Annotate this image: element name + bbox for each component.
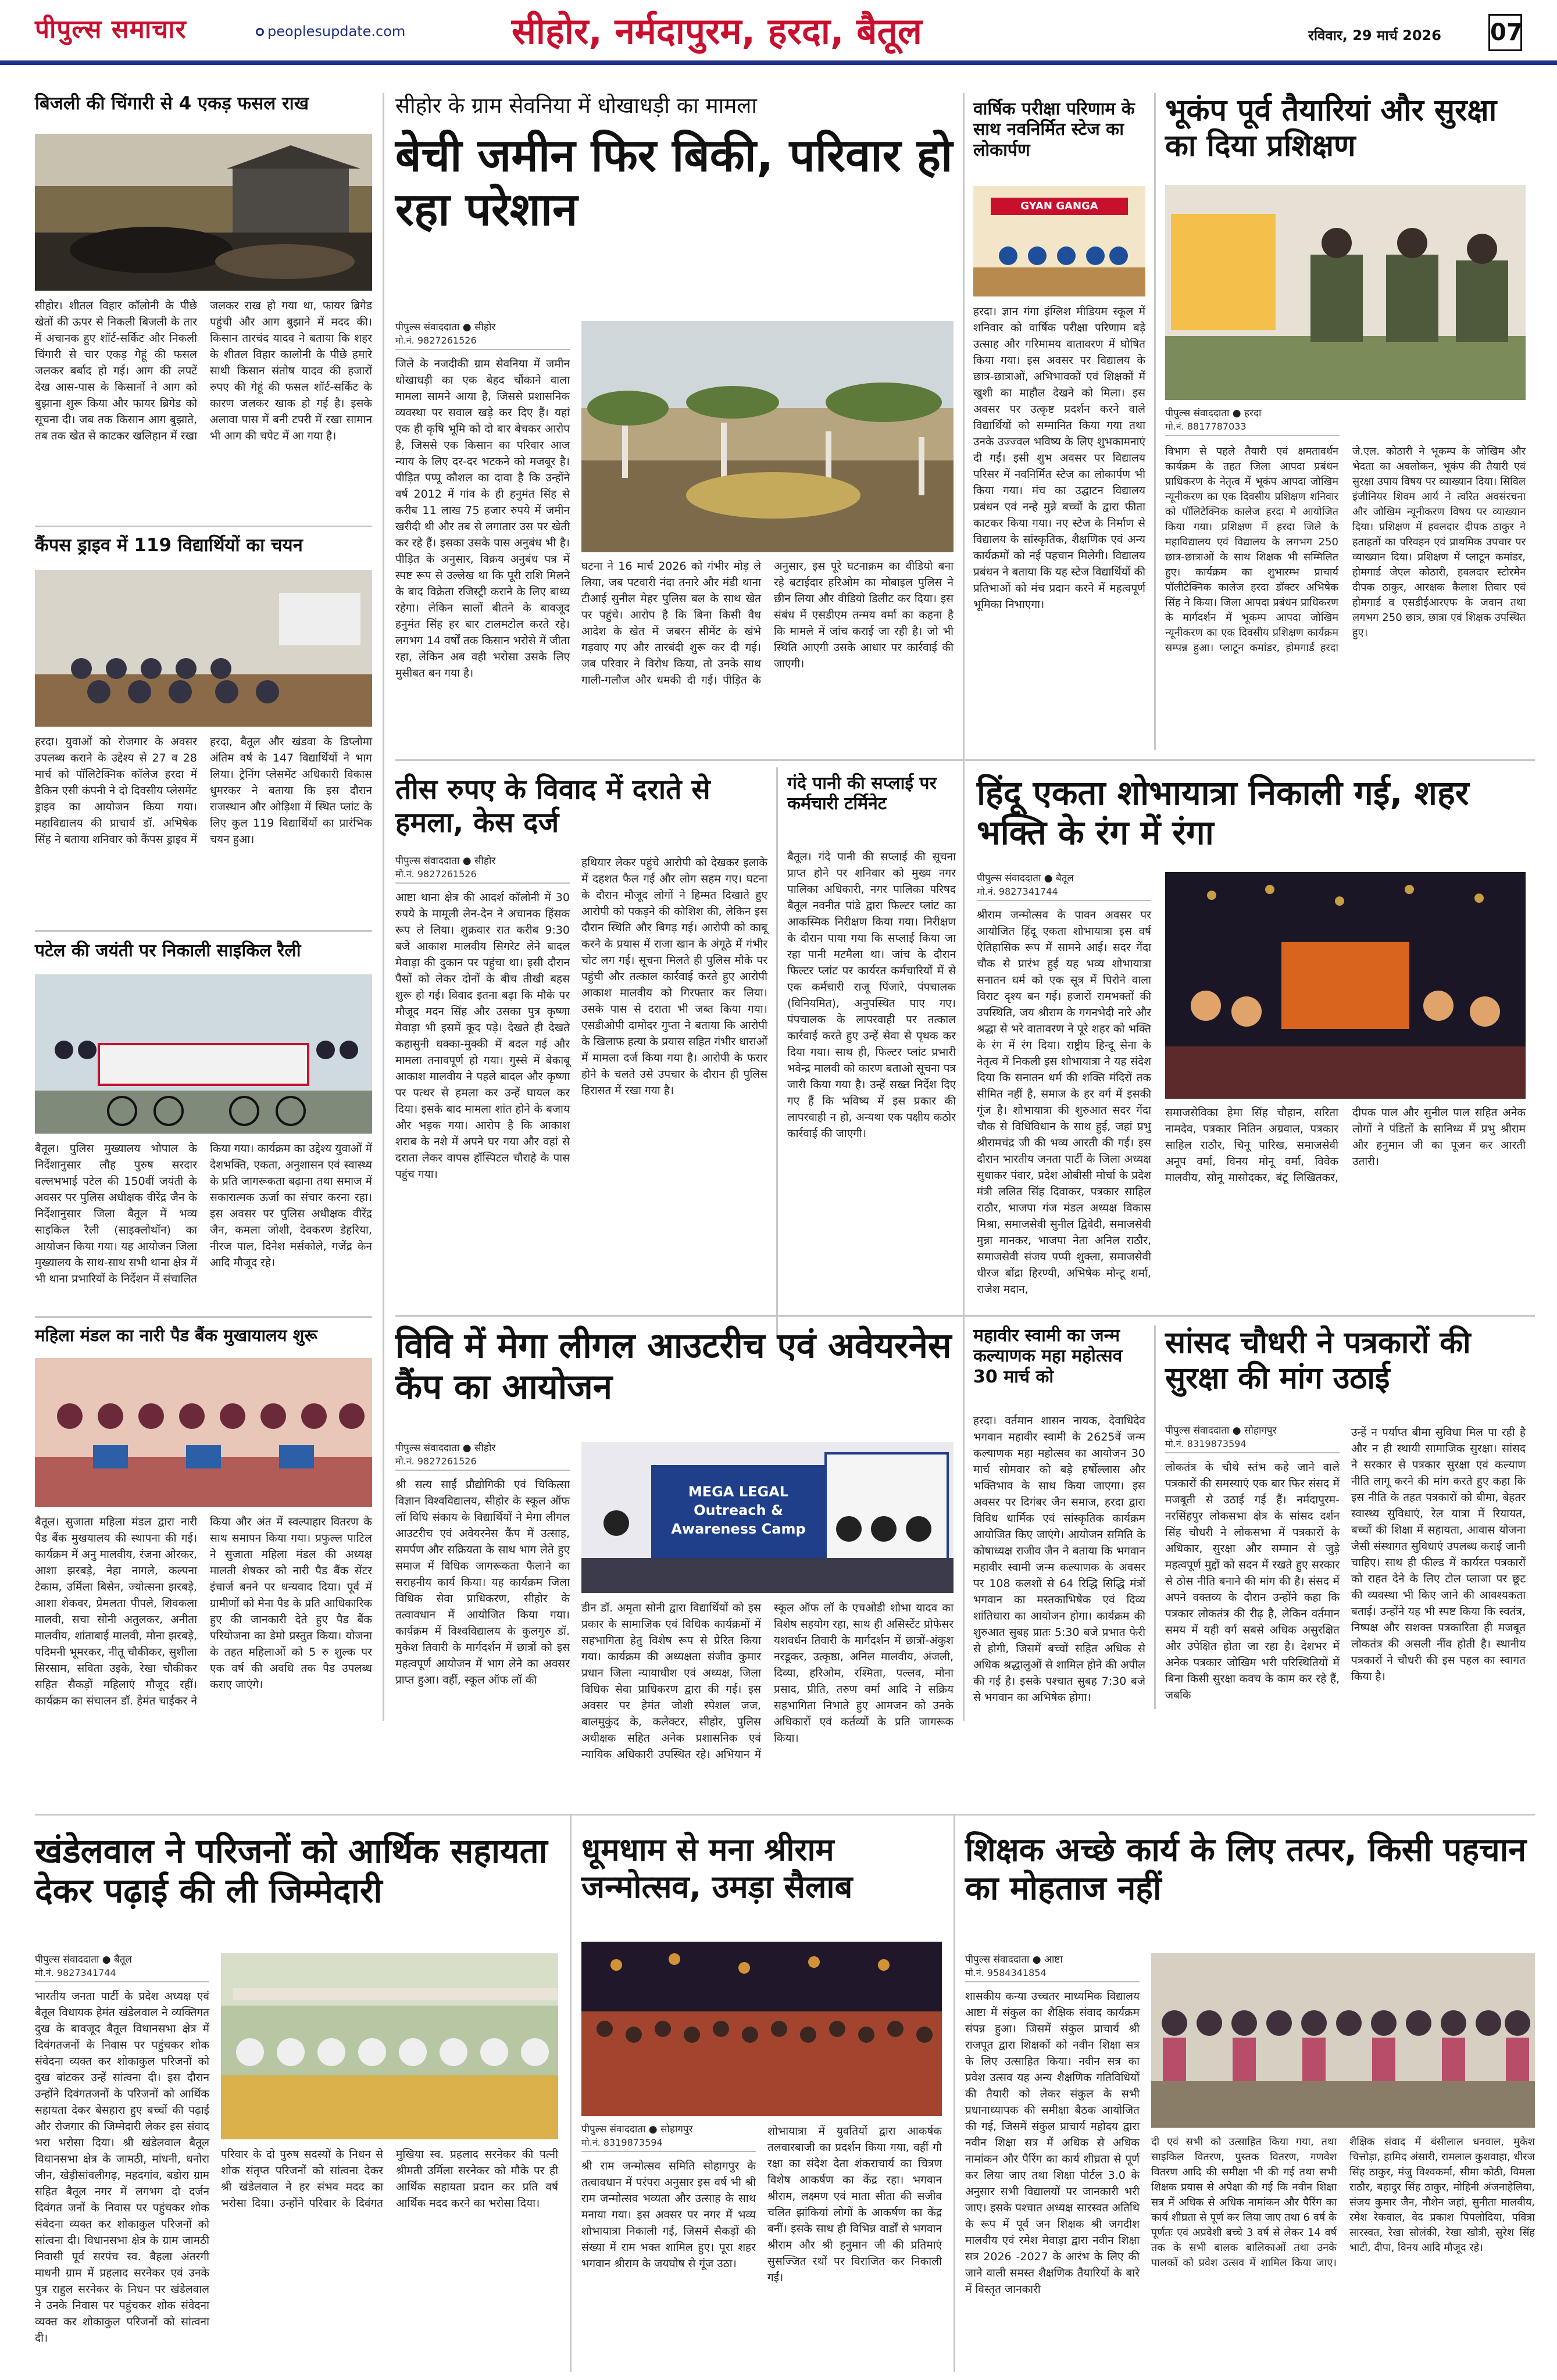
- section-title: सीहोर, नर्मदापुरम, हरदा, बैतूल: [512, 10, 922, 52]
- headline-shobhayatra: हिंदू एकता शोभायात्रा निकाली गई, शहर भक्ति के रंग में रंगा: [977, 773, 1469, 853]
- article-text: भारतीय जनता पार्टी के प्रदेश अध्यक्ष एवं बैतूल विधायक हेमंत खंडेलवाल ने व्यक्तिगत दुख के बावजूद बैतूल विधानसभा क्षेत्र में दिवंगतजनों के निवास पर पहुंचकर शोक संवेदना व्यक्त कर शोकाकुल परिजनों को दुख बांटकर उन्हें सांत्वना दी। इस दौरान उन्होंने दिवंगतजनों के परिजनों को आर्थिक सहायता देकर बेसहारा हुए बच्चों की पढ़ाई और रोजगार की जिम्मेदारी लेकर इस संवाद भरा भरोसा दिया। श्री खंडेलवाल बैतूल विधानसभा क्षेत्र के जामठी, मांधनी, धनोरा जीन, खेड़ीसांवलीगढ़, महदगांव, बडोरा ग्राम सहित बैतूल नगर में लगभग दो दर्जन दिवंगत जनों के निवास पर पहुंचकर शोक संवेदना व्यक्त कर शोकाकुल परिजनों को सांत्वना दी। विधानसभा क्षेत्र के ग्राम जामठी निवासी पूर्व सरपंच स्व. बैहला अंतरगी माधनी ग्राम में प्रहलाद सरनेकर एवं उनके पुत्र राहुल सरनेकर के निधन पर खंडेलवाल ने उनके निवास पर पहुंचकर शोक संवेदना व्यक्त कर शोकाकुल परिजनों को सांत्वना दी।: [35, 1990, 213, 2345]
- mobile-number: मो.नं. 9827261526: [395, 867, 570, 884]
- column-rule: [383, 93, 384, 1721]
- column-rule: [954, 1814, 955, 2372]
- article-mp-left: [1165, 1459, 1344, 1808]
- article-water-body: [787, 849, 960, 1331]
- article-text: लोकतंत्र के चौथे स्तंभ कहे जाने वाले पत्रकारों की समस्याएं एक बार फिर संसद में मजबूती से उठाई गई हैं। नर्मदापुरम-नरसिंहपुर लोकसभा क्षेत्र के सांसद दर्शन सिंह चौधरी ने लोकसभा में पत्रकारों के अधिकार, सुरक्षा और सम्मान से जुड़े महत्वपूर्ण मुद्दों को सदन में रखते हुए सरकार से ठोस नीति बनाने की मांग की है। संसद में अपने वक्तव्य के दौरान उन्होंने कहा कि पत्रकार लोकतंत्र की रीढ़ है, लेकिन वर्तमान समय में यही वर्ग सबसे अधिक असुरक्षित और उपेक्षित होता जा रहा है। देशभर में अनेक पत्रकार जोखिम भरी परिस्थितियों में बिना किसी सुरक्षा कवच के काम कर रहे हैं, जबकि: [1165, 1461, 1344, 1702]
- headline-quake: भूकंप पूर्व तैयारियां और सुरक्षा का दिया प्रशिक्षण: [1165, 93, 1497, 164]
- section-rule: [395, 1315, 1535, 1317]
- photo-campus-drive: [35, 570, 372, 727]
- column-rule: [570, 1814, 572, 2372]
- article-text: उन्हें न पर्याप्त बीमा सुविधा मिल पा रही है और न ही स्थायी सामाजिक सुरक्षा। सांसद ने सरकार से पत्रकार सुरक्षा एवं कल्याण नीति लागू करने की मांग करते हुए कहा कि इस नीति के तहत पत्रकारों को बीमा, बेहतर स्वास्थ्य सुविधाएं, रेल यात्रा में रियायत, बच्चों की शिक्षा में सहायता, आवास योजना जैसी संस्थागत सुविधाएं उपलब्ध कराई जानी चाहिए। साथ ही फील्ड में कार्यरत पत्रकारों को राहत देने के लिए टोल प्लाजा पर छूट की व्यवस्था भी किए जाने की आवश्यकता बताई। उन्होंने यह भी स्पष्ट किया कि स्वतंत्र, निष्पक्ष और सशक्त पत्रकारिता ही मजबूत लोकतंत्र की असली नींव होती है। स्थानीय पत्रकारों ने चौधरी की इस पहल का स्वागत किया है।: [1351, 1426, 1530, 1683]
- article-text: शासकीय कन्या उच्चतर माध्यमिक विद्यालय आष्टा में संकुल का शैक्षिक संवाद कार्यक्रम संपन्न हुआ। जिसमें संकुल प्राचार्य श्री राजपूत द्वारा शिक्षकों को नवीन शिक्षा सत्र के लिए उत्साहित किया। नवीन सत्र का प्रवेश उत्सव यह अन्य शैक्षणिक गतिविधियों की तैयारी को लेकर संकुल के सभी प्रधानाध्यापक की समीक्षा बैठक आयोजित की गई, जिसमें संकुल प्राचार्य महोदय द्वारा नवीन शिक्षा सत्र में अधिक से अधिक नामांकन और पैरिंग का कार्य शीघ्रता से पूर्ण कर लिया जाए तथा शिक्षा पोर्टल 3.0 के अनुसार सभी विद्यालयों पर जानकारी भरी जाए। इसके पश्चात अध्यक्ष सारस्वत अतिथि के रूप में पूर्व जन शिक्षक श्री जगदीश मालवीय एवं रमेश मेवाड़ा द्वारा नवीन शिक्षा सत्र 2026 -2027 के आरंभ के लिए की जाने वाली समस्त शैक्षणिक तैयारियों के बारे में विस्तृत जानकारी: [965, 1990, 1144, 2296]
- article-exam-body: [973, 303, 1149, 745]
- article-text: बैतूल। सुजाता महिला मंडल द्वारा नारी पैड बैंक मुखयालय की स्थापना की गई। कार्यक्रम में अनु मालवीय, रंजना ओरकर, आशा झरबड़े, नेहा नागले, कल्पना टेकाम, उर्मिला बिसेन, ज्योत्सना झरबड़े, आशा शेकवर, प्रेमलता पीपले, शिवकला मालवी, सचा सोनी अतुलकर, अनीता मालवीय, शांताबाई मालवी, मोना झरबड़े, पदिमनी भूमरकर, नीतू चौकीकर, सुशीला सिरसाम, सविता उइके, रेखा चौकीकर सहित सैकड़ों महिलाएं मौजूद रहीं। कार्यक्रम का संचालन डॉ. हेमंत चाईकर ने किया और अंत में स्वल्पाहार वितरण के साथ समापन किया गया। प्रफुल्ल पाटिल ने सुजाता महिला मंडल की अध्यक्ष मालती शेषकर को नारी पैड बैंक सेंटर इंचार्ज बनने पर धन्यवाद दिया। पूर्व में ग्रामीणों को मेना पैड के प्रति आधिकारिक हुए की जानकारी देते हुए पैड बैंक परियोजना का डेमो प्रस्तुत किया। योजना के तहत महिलाओं को 5 रु शुल्क पर एक वर्ष की अवधि तक पैड उपलब्ध कराए जाएंगे।: [35, 1516, 376, 1707]
- brand-logo: पीपुल्स समाचार: [35, 15, 187, 44]
- article-text: शोभायात्रा में युवतियों द्वारा आकर्षक तलवारबाजी का प्रदर्शन किया गया, वहीं गौ रक्षा का संदेश देता शंकराचार्य का चित्रण विशेष आकर्षण का केंद्र रहा। भगवान श्रीराम, लक्ष्मण एवं माता सीता की सजीव चलित झांकियां लोगों के आकर्षण का केंद्र बनीं। इसके साथ ही विभिन्न वार्डों से भगवान श्रीराम और श्री हनुमान जी की प्रतिमाएं सुसज्जित रथों पर विराजित कर निकाली गईं।: [767, 2125, 946, 2284]
- article-text: हथियार लेकर पहुंचे आरोपी को देखकर इलाके में दहशत फैल गई और लोग सहम गए। घटना के दौरान मौजूद लोगों ने हिम्मत दिखाते हुए आरोपी को पकड़ने की कोशिश की, लेकिन इस दौरान स्थिति और बिगड़ गई। आरोपी को काबू करने के प्रयास में राजा खान के अंगूठे में गंभीर चोट लग गई। सूचना मिलते ही पुलिस मौके पर पहुंची और तत्काल कार्रवाई करते हुए आरोपी आकाश मालवीय को गिरफ्तार कर लिया। उसके पास से दराता भी जब्त किया गया। एसडीओपी दामोदर गुप्ता ने बताया कि आरोपी के खिलाफ हत्या के प्रयास सहित गंभीर धाराओं में मामला दर्ज किया गया है। आरोपी के फरार होने के चलते उसे उपचार के दौरान ही पुलिस हिरासत में रखा गया है।: [581, 856, 772, 1097]
- mobile-number: मो.नं. 9584341854: [965, 1966, 1140, 1982]
- photo-women-group: [35, 1358, 372, 1507]
- byline-shobha: [977, 872, 1151, 901]
- article-land-right: [581, 558, 958, 756]
- byline: पीपुल्स संवाददाता ● हरदा: [1165, 408, 1262, 419]
- photo-cycle-rally: [35, 974, 372, 1134]
- masthead-rule: [0, 60, 1557, 65]
- mobile-number: मो.नं. 8817787033: [1165, 420, 1340, 436]
- headline-cycle-rally: पटेल की जयंती पर निकाली साइकिल रैली: [35, 941, 301, 961]
- mobile-number: मो.नं. 8319873594: [1165, 1437, 1340, 1453]
- article-text: डीन डॉ. अमृता सोनी द्वारा विद्यार्थियों को इस प्रकार के सामाजिक एवं विधिक कार्यक्रमों में सहभागिता हेतु विशेष रूप से प्रेरित किया गया। कार्यक्रम की अध्यक्षता संजीव कुमार प्रधान जिला न्यायाधीश एवं अध्यक्ष, जिला विधिक सेवा प्राधिकरण द्वारा की गई। इस अवसर पर हेमंत जोशी स्पेशल जज, बालमुकुंद के, कलेक्टर, सीहोर, पुलिस अधीक्षक सहित अनेक प्रशासनिक एवं न्यायिक अधिकारी उपस्थित रहे। अभियान में स्कूल ऑफ लॉ के एचओडी शोभा यादव का विशेष सहयोग रहा, साथ ही असिस्टेंट प्रोफेसर यशवर्धन तिवारी के मार्गदर्शन में छात्रों-अंकुश नरडूकर, उत्कृष्ठा, अनिल मालवीय, अंजली, दिव्या, हरिओम, रश्मिता, पल्लव, मोना प्रसाद, प्रीति, तरुण वर्मा आदि ने सक्रिय सहभागिता निभाते हुए आमजन को उनके अधिकारों एवं कर्तव्यों के प्रति जागरूक किया।: [581, 1602, 958, 1761]
- byline-legal: [395, 1442, 570, 1471]
- headline-mp-demand: सांसद चौधरी ने पत्रकारों की सुरक्षा की मांग उठाई: [1165, 1325, 1471, 1396]
- article-legal-right: [581, 1600, 958, 1809]
- mobile-number: मो.नं. 9827341744: [35, 1966, 209, 1982]
- photo-school-stage: [973, 186, 1145, 296]
- page-number: 07: [1488, 14, 1522, 51]
- photo-land-field: [581, 321, 954, 552]
- kicker: सीहोर के ग्राम सेवनिया में धोखाधड़ी का मामला: [395, 93, 757, 118]
- byline-teacher: [965, 1953, 1140, 1982]
- article-fire: [35, 93, 372, 115]
- article-text: घटना ने 16 मार्च 2026 को गंभीर मोड़ ले लिया, जब पटवारी नंदा तनारे और मंडी थाना टीआई सुनील मेहर पुलिस बल के साथ खेत पर पहुंचे। आरोप है कि बिना किसी वैध आदेश के खेत में जबरन सीमेंट के खंभे गड़वाए गए और तारबंदी शुरू कर दी गई। जब परिवार ने विरोध किया, तो उनके साथ गाली-गलौज और धमकी दी गई। पीड़ित के अनुसार, इस पूरे घटनाक्रम का वीडियो बना रहे बटाईदार हरिओम का मोबाइल पुलिस ने छीन लिया और वीडियो डिलीट कर दिया। इस संबंध में एसडीएम तन्मय वर्मा का कहना है कि मामले में जांच कराई जा रही है। जो भी स्थिति आएगी उसके आधार पर कार्रवाई की जाएगी।: [581, 560, 958, 687]
- article-fire-body: [35, 298, 376, 517]
- globe-icon: [256, 28, 264, 36]
- article-text: समाजसेविका हेमा सिंह चौहान, सरिता नामदेव, पत्रकार नितिन अग्रवाल, पत्रकार साहिल राठौर, चिनू पारिख, समाजसेवी अनूप वर्मा, विनय मोनू वर्मा, विवेक मालवीय, सोनू मासोदकर, बंटू लिखितकर, दीपक पाल और सुनील पाल सहित अनेक लोगों ने पंडितों के सानिध्य में प्रभु श्रीराम और हनुमान जी का पूजन कर आरती उतारी।: [1165, 1106, 1530, 1184]
- article-text: परिवार के दो पुरुष सदस्यों के निधन से शोक संतृप्त परिजनों को सांत्वना देकर श्री खंडेलवाल ने हर संभव मदद का भरोसा दिया। उन्होंने परिवार के दिवंगत मुखिया स्व. प्रहलाद सरनेकर की पत्नी श्रीमती उर्मिला सरनेकर को मौके पर ही आर्थिक सहायता प्रदान कर प्रति वर्ष आर्थिक मदद करने का भरोसा दिया।: [221, 2148, 562, 2210]
- crowd-image: [581, 1942, 942, 2116]
- photo-banner-text: MEGA LEGAL Outreach & Awareness Camp: [671, 1484, 806, 1537]
- byline: पीपुल्स संवाददाता ● सीहोर: [395, 321, 496, 333]
- article-text: सीहोर। शीतल विहार कॉलोनी के पीछे खेतों की ऊपर से निकली बिजली के तार में अचानक हुए शॉर्ट-सर्किट और निकली चिंगारी से चार एकड़ गेहूं की फसल जलकर बर्बाद हो गई। आग की लपटें देख आस-पास के किसानों ने आग को बुझाना शुरू किया और फायर ब्रिगेड को सूचना दी। जब तक किसान आग बुझाते, तब तक खेत से काटकर खलिहान में रखा जलकर राख हो गया था, फायर ब्रिगेड पहुंची और आग बुझाने में मदद की। किसान तारचंद यादव ने बताया कि शहर के शीतल विहार कालोनी के पीछे हमारे साथी किसान संतोष यादव की हजारों रुपए की गेहूं की फसल शॉर्ट-सर्किट के कारण जलकर खाक हो गई है। इसके अलावा पास में बनी टपरी में रखा सामान भी आग की चपेट में आ गया है।: [35, 299, 376, 442]
- rally-image: [35, 974, 372, 1134]
- burnt-field-image: [35, 134, 372, 291]
- byline: पीपुल्स संवाददाता ● बैतूल: [35, 1954, 132, 1966]
- headline-exam: वार्षिक परीक्षा परिणाम के साथ नवनिर्मित स्टेज का लोकार्पण: [973, 99, 1135, 160]
- headline-mahavir: महावीर स्वामी का जन्म कल्याणक महा महोत्सव 30 मार्च को: [973, 1325, 1123, 1387]
- byline-land: [395, 321, 570, 350]
- byline: पीपुल्स संवाददाता ● सीहोर: [395, 855, 496, 867]
- article-text: बैतूल। पुलिस मुख्यालय भोपाल के निर्देशानुसार लौह पुरुष सरदार वल्लभभाई पटेल की 150वीं जयंती के अवसर पर पुलिस अधीक्षक वीरेंद्र जैन के निर्देशानुसार जिला बैतूल में भव्य साइकिल रैली (साइक्लोथॉन) का आयोजन किया गया। यह आयोजन जिला मुख्यालय के साथ-साथ सभी थाना क्षेत्र में भी थाना प्रभारियों के निर्देशन में संचालित किया गया। कार्यक्रम का उद्देश्य युवाओं में देशभक्ति, एकता, अनुशासन एवं स्वास्थ्य के प्रति जागरूकता बढ़ाना तथा समाज में सकारात्मक ऊर्जा का संचार करना रहा। इस अवसर पर पुलिस अधीक्षक वीरेंद्र जैन, कमला जोशी, देवकरण डेहरिया, नीरज पाल, दिनेश मर्सकोले, गजेंद्र केन आदि मौजूद रहे।: [35, 1142, 376, 1285]
- article-land-left: [395, 356, 574, 757]
- article-legal-left: [395, 1477, 574, 1808]
- article-text: श्री राम जन्मोत्सव समिति सोहागपुर के तत्वावधान में परंपरा अनुसार इस वर्ष भी श्री राम जन्मोत्सव भव्यता और उत्साह के साथ मनाया गया। इस अवसर पर नगर में भव्य शोभायात्रा निकाली गई, जिसमें सैकड़ों की संख्या में राम भक्त शामिल हुए। पूरा शहर भगवान श्रीराम के जयघोष से गूंज उठा।: [581, 2160, 760, 2270]
- photo-legal-camp: [581, 1442, 954, 1593]
- classroom-image: [35, 570, 372, 727]
- article-text: आष्टा थाना क्षेत्र की आदर्श कॉलोनी में 30 रुपये के मामूली लेन-देन ने अचानक हिंसक रूप ले लिया। शुक्रवार रात करीब 9:30 बजे आकाश मालवीय सिगरेट लेने बादल मेवाड़ा की दुकान पर पहुंचा था। इसी दौरान पैसों को लेकर दोनों के बीच तीखी बहस शुरू हो गई। विवाद इतना बढ़ा कि मौके पर मौजूद मदन सिंह और उसका पुत्र कृष्णा मेवाड़ा भी इसमें कूद पड़े। देखते ही देखते कहासुनी धक्का-मुक्की में बदल गई और मामला तनावपूर्ण हो गया। गुस्से में बेकाबू आकाश मालवीय ने पहले बादल और कृष्णा पर पत्थर से हमला कर उन्हें घायल कर दिया। इसके बाद मामला शांत होने के बजाय और भड़क गया। आरोप है कि आकाश शराब के नशे में अपने घर गया और वहां से दराता लेकर वापस हॉस्पिटल चौराहे के पास पहुंच गया।: [395, 891, 574, 1181]
- site-url[interactable]: peoplesupdate.com: [256, 23, 405, 40]
- headline-legal-camp: विवि में मेगा लीगल आउटरीच एवं अवेयरनेस कैंप का आयोजन: [395, 1325, 952, 1407]
- photo-sign-text: GYAN GANGA: [1020, 200, 1098, 212]
- article-campus-body: [35, 734, 376, 931]
- photo-khandelwal: [221, 1953, 558, 2139]
- byline: पीपुल्स संवाददाता ● सोहागपुर: [581, 2124, 693, 2135]
- photo-shobhayatra: [1165, 872, 1526, 1099]
- byline: पीपुल्स संवाददाता ● सीहोर: [395, 1442, 496, 1454]
- article-land: [395, 93, 954, 238]
- byline: पीपुल्स संवाददाता ● सोहागपुर: [1165, 1425, 1277, 1436]
- article-quake-body: [1165, 444, 1529, 752]
- field-image: [581, 321, 954, 552]
- article-khandelwal-right: [221, 2146, 562, 2373]
- article-teacher-left: [965, 1988, 1144, 2372]
- article-ramnavami-left: [581, 2158, 760, 2373]
- headline-teacher: शिक्षक अच्छे कार्य के लिए तत्पर, किसी पहचान का मोहताज नहीं: [965, 1831, 1527, 1908]
- byline: पीपुल्स संवाददाता ● आष्टा: [965, 1954, 1063, 1966]
- masthead: [0, 0, 1557, 65]
- headline: बेची जमीन फिर बिकी, परिवार हो रहा परेशान: [395, 129, 953, 237]
- byline-attack: [395, 855, 570, 884]
- section-rule: [35, 930, 372, 932]
- article-text: दी एवं सभी को उत्साहित किया गया, तथा साइकिल वितरण, पुस्तक वितरण, गणवेश वितरण आदि की समीक्षा भी की गई तथा सभी शिक्षक प्रयास से अपेक्षा की गई कि नवीन शिक्षा सत्र में अधिक से अधिक नामांकन और पैरिंग का कार्य शीघ्रता से पूर्ण कर लिया जाए तथा 6 वर्ष के पूर्णतः एवं अप्रवेशी बच्चे 3 वर्ष से लेकर 14 वर्ष तक के सभी बालक बालिकाओं तथा उनके पालकों को प्रवेश उत्सव में शामिल किया जाए। शैक्षिक संवाद में बंसीलाल धनवाल, मुकेश चित्तोड़ा, हामिद अंसारी, रामलाल कुशवाहा, धीरज सिंह ठाकुर, मंजु विश्वकर्मा, सीमा कोठी, विमला राठौर, बहादुर सिंह ठाकुर, मोहिनी अंजनाहेलिया, संजय कुमार जैन, नौशेन जहां, सुनीता मालवीय, रमेश रेकवाल, वेद प्रकाश पिपलोदिया, पवित्रा सारस्वत, रेखा सोलंकी, रेखा खोत्री, सुरेश सिंह भाटी, दीपा, विनय आदि मौजूद रहे।: [1151, 2136, 1538, 2269]
- byline-mp: [1165, 1424, 1340, 1453]
- article-shobha-left: [977, 907, 1155, 1296]
- training-image: [1165, 185, 1526, 400]
- article-shobha-right: [1165, 1105, 1530, 1325]
- mobile-number: मो.नं. 9827261526: [395, 1455, 570, 1471]
- article-text: हरदा। युवाओं को रोजगार के अवसर उपलब्ध कराने के उद्देश्य से 27 व 28 मार्च को पॉलिटेक्निक कॉलेज हरदा में डैकिन एसी कंपनी ने दो दिवसीय प्लेसमेंट ड्राइव का आयोजन किया गया। महाविद्यालय की प्राचार्य डॉ. अभिषेक सिंह ने बताया शनिवार को कैंपस ड्राइव में हरदा, बैतूल और खंडवा के डिप्लोमा अंतिम वर्ष के 147 विद्यार्थियों ने भाग लिया। ट्रेनिंग प्लेसमेंट अधिकारी विकास धुमरकर ने बताया कि इस दौरान राजस्थान और ओड़िशा में स्थित प्लांट के लिए कुल 119 विद्यार्थियों का प्रारंभिक चयन हुआ।: [35, 735, 376, 846]
- article-attack-left: [395, 889, 574, 1331]
- section-rule: [35, 526, 372, 527]
- article-ramnavami-right: [767, 2123, 946, 2373]
- byline: पीपुल्स संवाददाता ● बैतूल: [977, 873, 1074, 884]
- byline-quake: [1165, 407, 1340, 436]
- mobile-number: मो.नं. 8319873594: [581, 2136, 756, 2152]
- column-rule: [963, 93, 965, 1721]
- headline-ram-navami: धूमधाम से मना श्रीराम जन्मोत्सव, उमड़ा सैलाब: [581, 1831, 853, 1905]
- byline-khandelwal: [35, 1953, 209, 1982]
- edition-date: रविवार, 29 मार्च 2026: [1308, 27, 1441, 44]
- column-rule: [776, 767, 778, 1337]
- article-mp-right: [1351, 1424, 1530, 1808]
- article-text: बैतूल। गंदे पानी की सप्लाई की सूचना प्राप्त होने पर शनिवार को मुख्य नगर पालिका अधिकारी, नगर पालिका परिषद बैतूल नवनीत पांडे द्वारा फिल्टर प्लांट का आकस्मिक निरीक्षण किया गया। निरीक्षण के दौरान पाया गया कि सप्लाई किया जा रहा पानी मटमैला था। जांच के दौरान फिल्टर प्लांट पर कार्यरत कर्मचारियों में से एक कर्मचारी राजू पिंजारे, पंपचालक (विनियमित), अनुपस्थित पाए गए। पंपचालक के लापरवाही पर तत्काल कार्रवाई करते हुए उन्हें सेवा से पृथक कर दिया गया। साथ ही, फिल्टर प्लांट प्रभारी भवेन्द्र मालवी को कारण बताओ सूचना पत्र जारी किया गया है। उन्हें सख्त निर्देश दिए गए हैं कि भविष्य में इस प्रकार की लापरवाही न हो, अन्यथा एक पक्षीय कठोर कार्रवाई की जाएगी।: [787, 850, 960, 1140]
- section-rule: [35, 1316, 372, 1318]
- mobile-number: मो.नं. 9827341744: [977, 885, 1151, 901]
- photo-quake-training: [1165, 185, 1526, 400]
- article-text: श्री सत्य साईं प्रौद्योगिकी एवं चिकित्सा विज्ञान विश्वविद्यालय, सीहोर के स्कूल ऑफ लॉ विधि संकाय के विद्यार्थियों ने मेगा लीगल आउटरीच एवं अवेयरनेस कैंप में उत्साह, समर्पण और सक्रियता के साथ भाग लेते हुए समाज में विधिक जागरूकता फैलाने का सराहनीय कार्य किया। यह कार्यक्रम जिला विधिक सेवा प्राधिकरण, सीहोर के तत्वावधान में आयोजित किया गया। कार्यक्रम में विश्वविद्यालय के कुलगुरु डॉ. मुकेश तिवारी के मार्गदर्शन में छात्रों को इस महत्वपूर्ण आयोजन में भाग लेने का अवसर प्राप्त हुआ। वहीं, स्कूल ऑफ लॉ की: [395, 1478, 574, 1686]
- article-text: हरदा। वर्तमान शासन नायक, देवाधिदेव भगवान महावीर स्वामी के 2625वें जन्म कल्याणक महा महोत्सव का आयोजन 30 मार्च सोमवार को बड़े हर्षोल्लास और भक्तिभाव के साथ किया जाएगा। इस अवसर पर दिगंबर जैन समाज, हरदा द्वारा विविध धार्मिक एवं सांस्कृतिक कार्यक्रम आयोजित किए जाएंगे। आयोजन समिति के कोषाध्यक्ष राजीव जैन ने बताया कि भगवान महावीर स्वामी जन्म कल्याणक के अवसर पर 108 कलशों से 64 रिद्धि सिद्धि मंत्रों भगवान का मस्तकाभिषेक एवं दिव्य शांतिधारा का आयोजन होगा। कार्यक्रम की शुरुआत सुबह प्रातः 5:30 बजे प्रभात फेरी से होगी, जिसमें बच्चों सहित अधिक से अधिक श्रद्धालुओं से शामिल होने की अपील की गई है। इसके पश्चात सुबह 7:30 बजे से भगवान का अभिषेक होगा।: [973, 1414, 1149, 1704]
- condolence-meeting-image: [221, 1953, 558, 2139]
- column-rule: [1154, 1325, 1156, 1709]
- photo-ram-navami: [581, 1942, 942, 2116]
- headline-water: गंदे पानी की सप्लाई पर कर्मचारी टर्मिनेट: [787, 773, 937, 814]
- headline-mahila-mandal: महिला मंडल का नारी पैड बैंक मुखायालय शुरू: [35, 1325, 317, 1345]
- teachers-group-image: [1151, 1953, 1535, 2128]
- photo-burnt-field: [35, 134, 372, 291]
- section-rule: [395, 759, 1535, 761]
- column-rule: [1154, 93, 1156, 750]
- section-rule: [35, 1814, 1535, 1816]
- procession-image: [1165, 872, 1526, 1099]
- headline-khandelwal: खंडेलवाल ने परिजनों को आर्थिक सहायता देकर पढ़ाई की ली जिम्मेदारी: [35, 1831, 548, 1911]
- article-mahavir-body: [973, 1413, 1149, 1808]
- article-text: हरदा। ज्ञान गंगा इंग्लिश मीडियम स्कूल में शनिवार को वार्षिक परीक्षा परिणाम बड़े उत्साह और गरिमामय वातावरण में घोषित किया गया। इस अवसर पर विद्यालय के छात्र-छात्राओं, अभिभावकों एवं शिक्षकों में खुशी का माहौल देखने को मिला। इस अवसर पर उत्कृष्ट प्रदर्शन करने वाले विद्यार्थियों को सम्मानित किया गया तथा उनके उज्ज्वल भविष्य के लिए शुभकामनाएं दी गईं। इसी शुभ अवसर पर विद्यालय परिसर में नवनिर्मित स्टेज का लोकार्पण भी किया गया। मंच का उद्घाटन विद्यालय प्रबंधन एवं नन्हे मुन्ने बच्चों के द्वारा फीता काटकर किया गया। नए स्टेज के निर्माण से विद्यालय के सांस्कृतिक, शैक्षणिक एवं अन्य कार्यक्रमों को नई पहचान मिलेगी। विद्यालय प्रबंधन ने बताया कि यह स्टेज विद्यार्थियों की प्रतिभाओं को मंच प्रदान करने में महत्वपूर्ण भूमिका निभाएगा।: [973, 305, 1149, 611]
- article-mahila-body: [35, 1514, 376, 1810]
- headline-attack: तीस रुपए के विवाद में दराते से हमला, केस दर्ज: [395, 773, 710, 839]
- mobile-number: मो.नं. 9827261526: [395, 334, 570, 350]
- women-group-image: [35, 1358, 372, 1507]
- photo-teachers: [1151, 1953, 1535, 2128]
- article-text: विभाग से पहले तैयारी एवं क्षमतावर्धन कार्यक्रम के तहत जिला आपदा प्रबंधन प्राधिकरण के नेतृत्व में भूकंप आपदा जोखिम न्यूनीकरण का एक दिवसीय प्रशिक्षण शनिवार को पॉलिटेक्निक कालेज हरदा मे आयोजित किया गया। प्रशिक्षण में हरदा जिले के महाविद्यालय एवं विद्यालय के लगभग 250 छात्र-छात्राओं के साथ शिक्षक भी सम्मिलित हुए। कार्यक्रम का शुभारम्भ प्राचार्य पॉलीटेक्निक कालेज हरदा डॉक्टर अभिषेक सिंह ने किया। जिला आपदा प्रबंधन प्राधिकरण के मार्गदर्शन में भूकम्प आपदा जोखिम न्यूनीकरण का एक दिवसीय प्रशिक्षण कार्यक्रम सम्पन्न हुआ। प्लाटून कमांडर, होमगार्ड हरदा जे.एल. कोठारी ने भूकम्प के जोखिम और भेदता का अवलोकन, भूकंप की तैयारी एवं सुरक्षा उपाय विषय पर व्याख्यान दिया। सिविल इंजीनियर शिवम आर्य ने त्वरित अवसंरचना और जोखिम न्यूनीकरण विषय पर व्याख्यान दिया। प्रशिक्षण में हवलदार दीपक ठाकुर ने हताहतों का परिवहन एवं प्राथमिक उपचार पर व्याख्यान दिया। प्रशिक्षण में प्लाटून कमांडर, होमगार्ड जेएल कोठारी, हवलदार स्टोरमेन दीपक ठाकुर, आरक्षक कैलाश तिवार एवं होमगार्ड व एसडीईआरएफ के जवान तथा लगभग 250 छात्र, छात्रा एवं शिक्षक उपस्थित हुए।: [1165, 445, 1529, 654]
- article-khandelwal-left: [35, 1988, 213, 2372]
- headline: बिजली की चिंगारी से 4 एकड़ फसल राख: [35, 93, 309, 114]
- article-teacher-right: [1151, 2135, 1538, 2373]
- article-text: श्रीराम जन्मोत्सव के पावन अवसर पर आयोजित हिंदू एकता शोभायात्रा इस वर्ष ऐतिहासिक रूप में सामने आई। सदर गेंदा चौक से प्रारंभ हुई यह भव्य शोभायात्रा सनातन धर्म को एक सूत्र में पिरोने वाला विराट दृश्य बन गई। हजारों रामभक्तों की उपस्थिति, जय श्रीराम के गगनभेदी नारे और श्रद्धा से भरे वातावरण ने पूरे शहर को भक्ति के रंग में रंग दिया। राष्ट्रीय हिन्दू सेना के नेतृत्व में निकली इस शोभायात्रा ने यह संदेश दिया कि सनातन धर्म की शक्ति मंदिरों तक सीमित नहीं है, समाज के हर वर्ग में इसकी गूंज है। शोभायात्रा की शुरुआत सदर गेंदा चौक से विधिविधान के साथ हुई, जहां प्रभु श्रीरामचंद्र जी की भव्य आरती की गई। इस दौरान भारतीय जनता पार्टी के जिला अध्यक्ष सुधाकर पंवार, प्रदेश ओबीसी मोर्चा के प्रदेश मंत्री ललित सिंह दिवाकर, पत्रकार साहिल राठौर, भाजपा गंज मंडल अध्यक्ष विकास मिश्रा, समाजसेवी सुनील द्विवेदी, समाजसेवी मुन्ना मानकर, भाजपा नेता अनिल राठौर, समाजसेवी संजय पप्पी शुक्ला, समाजसेवी धीरज बोंद्रा हिरण्यी, अभिषेक मोन्टू शर्मा, राजेश मदान,: [977, 909, 1155, 1296]
- article-attack-right: [581, 855, 772, 1331]
- byline-ramnavami: [581, 2123, 756, 2152]
- article-text: जिले के नजदीकी ग्राम सेवनिया में जमीन धोखाधड़ी का एक बेहद चौंकाने वाला मामला सामने आया है, जिससे प्रशासनिक व्यवस्था पर सवाल खड़े कर दिए हैं। यहां एक ही कृषि भूमि को दो बार बेचकर आरोप है, जिससे एक किसान का परिवार आज न्याय के लिए दर-दर भटकने को मजबूर है। पीड़ित पप्पू कौशल का दावा है कि उन्होंने वर्ष 2012 में गांव के ही हनुमंत सिंह से करीब 11 लाख 75 हजार रुपये में जमीन खरीदी थी और तब से लगातार उस पर खेती कर रहे हैं। इसका उसके पास अनुबंध भी है। पीड़ित के अनुसार, विक्रय अनुबंध पत्र में स्पष्ट रूप से उल्लेख था कि पूरी राशि मिलने के बाद विक्रेता रजिस्ट्री कराने के लिए बाध्य रहेगा। लेकिन सालों बीतने के बावजूद हनुमंत सिंह हर बार टालमटोल करते रहे। लगभग 14 वर्षों तक किसान भरोसे में जीता रहा, लेकिन अब वही भरोसा उसके लिए मुसीबत बन गया है।: [395, 358, 574, 680]
- headline-campus: कैंपस ड्राइव में 119 विद्यार्थियों का चयन: [35, 535, 303, 556]
